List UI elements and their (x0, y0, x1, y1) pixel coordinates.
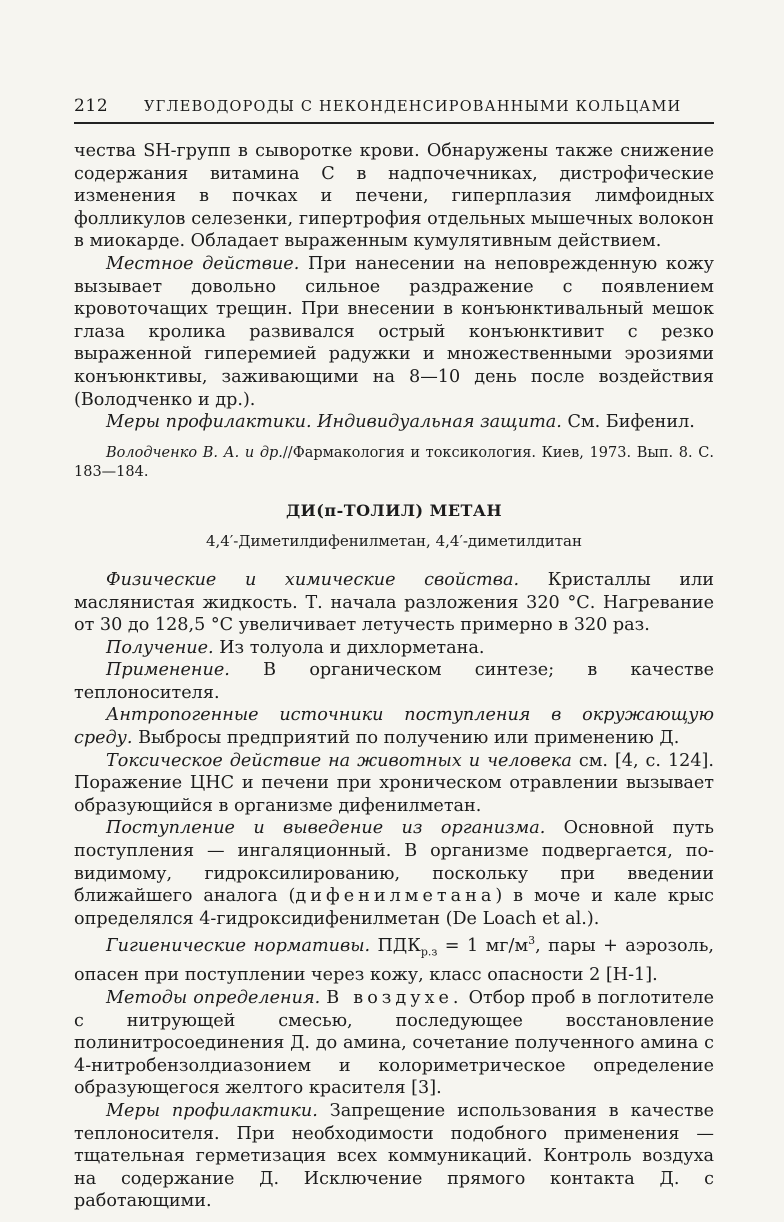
section-head-methods: Методы определения. (106, 987, 321, 1008)
paragraph-local-action (74, 253, 714, 411)
reference-text: //Фармакология и токсикология. Киев, 1973. Вып. 8. С. 183—184. (74, 444, 714, 480)
section-head-properties: Физические и химические свойства. (106, 569, 520, 590)
paragraph-properties (74, 569, 714, 637)
running-title: УГЛЕВОДОРОДЫ С НЕКОНДЕНСИРОВАННЫМИ КОЛЬЦАМИ (144, 99, 682, 115)
prevention-intro-text: См. Бифенил. (561, 412, 695, 433)
intake-text-2: ) в моче и кале крыс определялся 4-гидроксидифенилметан (De Loach et al.). (74, 886, 714, 929)
article-title: ДИ(п-ТОЛИЛ) МЕТАН (285, 500, 503, 520)
paragraph-continuation: чества SH-групп в сыворотке крови. Обнаружены также снижение содержания витамина С в надпочечниках, дистрофические изменения в почках и печени, гиперплазия лимфоидных фолликулов селезенки, гипертрофия отдельных мышечных волокон в миокарде. Обладает выраженным кумулятивным действием. (74, 141, 714, 252)
production-text: Из толуола и дихлорметана. (213, 637, 485, 658)
local-action-text: При нанесении на неповрежденную кожу вызывает довольно сильное раздражение с появлением кровоточащих трещин. При внесении в конъюнктивальный мешок глаза кролика развивался острый конъюнктивит с резко выраженной гиперемией радужки и множественными эрозиями конъюнктивы, заживающими на 8—10 день после воздействия (Володченко и др.). (74, 253, 714, 410)
section-head-anthropogenic: Антропогенные источники поступления в окружающую среду. (74, 705, 714, 749)
paragraph-prevention (74, 1100, 714, 1213)
page-number: 212 (74, 96, 109, 116)
paragraph-toxic (74, 750, 714, 818)
application-text: В органическом синтезе; в качестве теплоносителя. (74, 660, 714, 703)
hygiene-pdk-sub: р.з (420, 945, 438, 959)
paragraph-intake (74, 817, 714, 930)
anthropogenic-text: Выбросы предприятий по получению или применению Д. (132, 728, 680, 749)
section-head-hygiene: Гигиенические нормативы. (106, 936, 371, 957)
intake-spaced-term: дифенилметана (295, 886, 496, 907)
hygiene-text-1: = 1 мг/м (437, 936, 529, 957)
section-head-prevention-intro: Меры профилактики. Индивидуальная защита. (106, 412, 562, 433)
methods-spaced-term: В воздухе. (326, 987, 463, 1008)
properties-text: Кристаллы или маслянистая жидкость. Т. начала разложения 320 °С. Нагревание от 30 до 128,5 °С увеличивает летучесть примерно в 320 раз. (74, 569, 714, 636)
paragraph-methods (74, 987, 714, 1100)
section-head-toxic: Токсическое действие на животных и человека (106, 750, 572, 771)
paragraph-production (74, 637, 714, 660)
article-subtitle: 4,4′-Диметилдифенилметан, 4,4′-диметилдитан (206, 532, 582, 551)
reference (74, 444, 714, 482)
reference-author: Володченко В. А. и др. (106, 444, 283, 461)
running-header (74, 96, 714, 116)
header-rule (74, 122, 714, 124)
hygiene-pdk: ПДК (370, 936, 421, 957)
section-head-intake: Поступление и выведение из организма. (106, 818, 546, 839)
intake-text-1: Основной путь поступления — ингаляционный. В организме подвергается, по-видимому, гидроксилированию, поскольку при введении ближайшего аналога ( (74, 818, 715, 907)
paragraph-anthropogenic (74, 704, 714, 749)
page-body (74, 140, 714, 1213)
hygiene-sup: 3 (528, 934, 536, 948)
paragraph-application (74, 659, 714, 704)
methods-text: Отбор проб в поглотителе с нитрующей смесью, последующее восстановление полинитросоединения Д. до амина, сочетание полученного амина с 4-нитробензолдиазонием и колориметрическое определение образующегося желтого красителя [3]. (74, 987, 714, 1099)
section-head-local-action: Местное действие. (106, 253, 300, 274)
section-head-prevention: Меры профилактики. (106, 1100, 318, 1121)
toxic-text: см. [4, с. 124]. Поражение ЦНС и печени при хроническом отравлении вызывает образующийся в организме дифенилметан. (74, 750, 714, 816)
paragraph-hygiene (74, 930, 714, 987)
section-head-application: Применение. (106, 660, 230, 681)
hygiene-text-2: , пары + аэрозоль, опасен при поступлении через кожу, класс опасности 2 [Н-1]. (74, 936, 714, 986)
section-head-production: Получение. (106, 637, 214, 658)
prevention-text: Запрещение использования в качестве теплоносителя. При необходимости подобного применения — тщательная герметизация всех коммуникаций. Контроль воздуха на содержание Д. Исключение прямого контакта Д. с работающими. (74, 1100, 714, 1212)
paragraph-prevention-intro (74, 411, 714, 434)
